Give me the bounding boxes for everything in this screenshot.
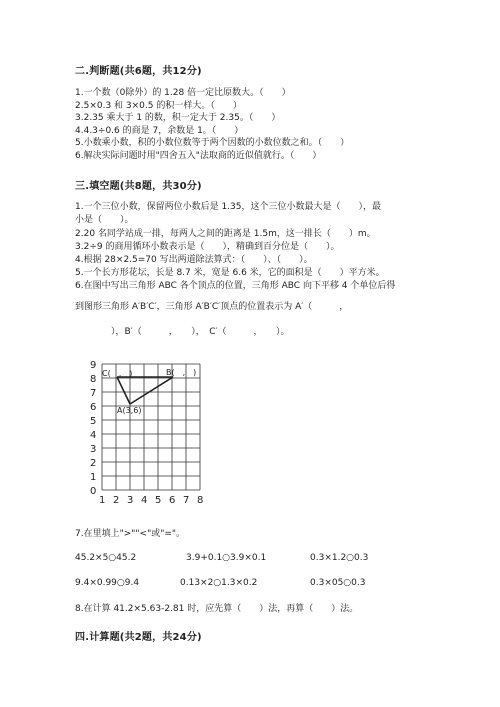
x-tick-label: 5 — [155, 495, 162, 506]
edge-ab — [130, 377, 173, 404]
x-tick-label: 8 — [197, 495, 204, 506]
fill-line-9: ），B′（ ， ）， C′（ ， ）。 — [75, 327, 290, 337]
y-tick-label: 1 — [90, 472, 97, 483]
y-tick-label: 2 — [90, 458, 97, 469]
judge-item-4: 4.4.3÷0.6 的商是 7，余数是 1。（ ） — [75, 126, 244, 136]
y-tick-label: 7 — [90, 388, 97, 399]
x-tick-label: 3 — [127, 495, 134, 506]
section-fill-title: 三.填空题(共8题，共30分) — [75, 181, 202, 192]
fill-line-8: 到图形三角形 A′B′C′，三角形 A′B′C′顶点的位置表示为 A′（ ， — [75, 302, 349, 312]
y-axis-labels — [90, 360, 96, 497]
q7-row2-col2: 0.13×2○1.3×0.2 — [180, 578, 258, 588]
point-a-label: A(3,6) — [117, 406, 142, 415]
x-tick-label: 4 — [141, 495, 148, 506]
coordinate-grid-svg — [88, 358, 218, 508]
q7-row1-col1: 45.2×5○45.2 — [75, 553, 137, 563]
fill-line-1: 1.一个三位小数，保留两位小数后是 1.35，这个三位小数最大是（ ），最 — [75, 202, 381, 212]
q7-row1-col2: 3.9+0.1○3.9×0.1 — [186, 553, 267, 563]
judge-item-1: 1.一个数（0除外）的 1.28 倍一定比原数大。（ ） — [75, 88, 291, 98]
coordinate-grid — [88, 358, 218, 512]
judge-item-2: 2.5×0.3 和 3×0.5 的积一样大。（ ） — [75, 101, 242, 111]
x-tick-label: 1 — [99, 495, 106, 506]
edge-ca — [117, 377, 130, 404]
y-tick-label: 0 — [90, 486, 97, 497]
fill-q7-title: 7.在里填上">""<"或"="。 — [75, 529, 186, 539]
x-axis-labels — [99, 495, 203, 506]
y-tick-label: 4 — [90, 430, 97, 441]
fill-q8: 8.在计算 41.2×5.63-2.81 时，应先算（ ）法，再算（ ）法。 — [75, 604, 359, 614]
q7-row2-col3: 0.3×05○0.3 — [310, 578, 366, 588]
y-tick-label: 5 — [90, 416, 97, 427]
judge-item-5: 5.小数乘小数，积的小数位数等于两个因数的小数位数之和。（ ） — [75, 138, 350, 148]
point-c-label: C( , ) — [102, 369, 133, 378]
section-judge-title: 二.判断题(共6题，共12分) — [75, 66, 202, 77]
y-tick-label: 3 — [90, 444, 97, 455]
fill-line-5: 4.根据 28×2.5=70 写出两道除法算式：（ ）、（ ）。 — [75, 255, 313, 265]
q7-row1-col3: 0.3×1.2○0.3 — [310, 553, 369, 563]
point-b-label: B( , ) — [166, 368, 197, 377]
grid-lines — [102, 364, 200, 490]
fill-line-6: 5.一个长方形花坛，长是 8.7 米，宽是 6.6 米，它的面积是（ ）平方米。 — [75, 268, 385, 278]
fill-line-7: 6.在图中写出三角形 ABC 各个顶点的位置，三角形 ABC 向下平移 4 个单位后得 — [75, 281, 396, 291]
y-tick-label: 6 — [90, 402, 97, 413]
y-tick-label: 9 — [90, 360, 97, 371]
fill-line-3: 2.20 名同学站成一排，每两人之间的距离是 1.5m，这一排长（ ）m。 — [75, 229, 376, 239]
judge-item-6: 6.解决实际问题时用"四舍五入"法取商的近似值就行。（ ） — [75, 151, 322, 161]
x-tick-label: 2 — [113, 495, 120, 506]
fill-line-2: 小是（ ）。 — [75, 215, 134, 225]
y-tick-label: 8 — [90, 374, 97, 385]
judge-item-3: 3.2.35 乘大于 1 的数，积一定大于 2.35。（ ） — [75, 113, 281, 123]
x-tick-label: 7 — [183, 495, 190, 506]
x-tick-label: 6 — [169, 495, 176, 506]
fill-line-4: 3.2÷9 的商用循环小数表示是（ ），精确到百分位是（ ）。 — [75, 242, 340, 252]
section-calc-title: 四.计算题(共2题，共24分) — [75, 632, 202, 643]
q7-row2-col1: 9.4×0.99○9.4 — [75, 578, 140, 588]
